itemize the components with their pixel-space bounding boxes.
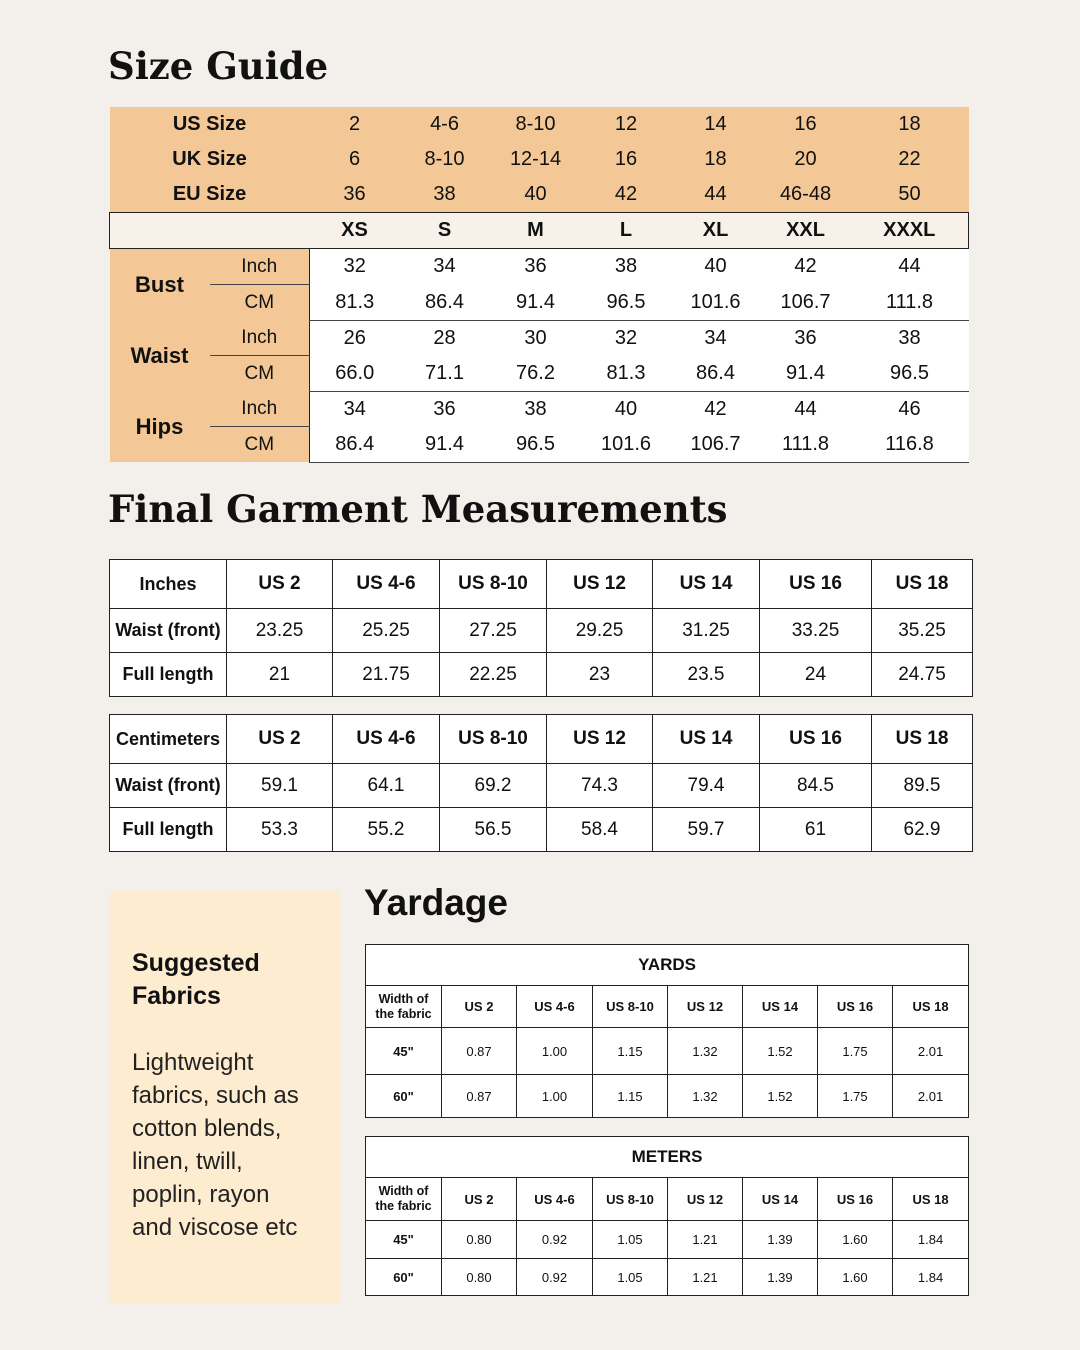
measurement-value: 23.25 — [227, 609, 333, 653]
size-header: US 2 — [442, 986, 517, 1028]
measurement-value: 21 — [227, 653, 333, 697]
row-label: Full length — [110, 808, 227, 852]
measurement-value: 42 — [761, 249, 851, 285]
width-label-line2: the fabric — [375, 1006, 432, 1021]
measurement-value: 96.5 — [582, 285, 671, 321]
measurement-value: 34 — [671, 320, 761, 356]
garment-header-row — [110, 560, 973, 609]
size-cell: 20 — [761, 142, 851, 177]
unit-label: Inch — [210, 391, 310, 427]
measurement-value: 86.4 — [671, 356, 761, 392]
size-cell: 38 — [400, 177, 490, 213]
yardage-value: 1.21 — [668, 1259, 743, 1296]
size-header: US 4-6 — [517, 986, 593, 1028]
size-header: US 8-10 — [440, 560, 547, 609]
row-label: Waist (front) — [110, 764, 227, 808]
size-cell: 14 — [671, 107, 761, 142]
size-header: US 12 — [668, 1178, 743, 1221]
size-header: US 16 — [818, 986, 893, 1028]
size-header: US 12 — [547, 715, 653, 764]
table-row — [366, 1259, 969, 1296]
measurement-value: 28 — [400, 320, 490, 356]
measurement-value: 89.5 — [872, 764, 973, 808]
bust-inch-row — [110, 249, 969, 285]
measurement-value: 46 — [851, 391, 969, 427]
measurement-value: 53.3 — [227, 808, 333, 852]
measurement-value: 30 — [490, 320, 582, 356]
yardage-title: Yardage — [364, 882, 508, 923]
measurement-value: 101.6 — [582, 427, 671, 463]
measurement-value: 55.2 — [333, 808, 440, 852]
yardage-value: 0.80 — [442, 1221, 517, 1259]
measurement-value: 34 — [310, 391, 400, 427]
letter-size-cell: XL — [671, 213, 761, 249]
fabrics-text-line: linen, twill, — [132, 1148, 243, 1175]
size-header: US 2 — [227, 715, 333, 764]
size-guide-table — [109, 107, 969, 463]
size-system-label: EU Size — [110, 177, 310, 213]
measurement-value: 69.2 — [440, 764, 547, 808]
measurement-value: 91.4 — [400, 427, 490, 463]
measurement-value: 35.25 — [872, 609, 973, 653]
size-cell: 36 — [310, 177, 400, 213]
fabrics-text-line: fabrics, such as — [132, 1082, 299, 1109]
unit-title: YARDS — [366, 945, 969, 986]
size-cell: 2 — [310, 107, 400, 142]
size-header: US 8-10 — [593, 986, 668, 1028]
size-header: US 8-10 — [593, 1178, 668, 1221]
measurement-value: 24 — [760, 653, 872, 697]
fabrics-text-line: cotton blends, — [132, 1115, 282, 1142]
yardage-value: 2.01 — [893, 1028, 969, 1075]
yardage-value: 1.32 — [668, 1075, 743, 1118]
unit-label: CM — [210, 427, 310, 463]
yardage-value: 2.01 — [893, 1075, 969, 1118]
size-cell: 18 — [851, 107, 969, 142]
measurement-value: 42 — [671, 391, 761, 427]
measurement-value: 81.3 — [582, 356, 671, 392]
table-row — [110, 653, 973, 697]
measurement-value: 36 — [761, 320, 851, 356]
width-label — [366, 986, 442, 1028]
measurement-value: 58.4 — [547, 808, 653, 852]
measurement-value: 44 — [851, 249, 969, 285]
size-header: US 14 — [653, 715, 760, 764]
measurement-value: 24.75 — [872, 653, 973, 697]
yardage-value: 1.15 — [593, 1075, 668, 1118]
hips-cm-row — [110, 427, 969, 463]
size-header: US 2 — [442, 1178, 517, 1221]
measurement-value: 111.8 — [851, 285, 969, 321]
measurement-value: 116.8 — [851, 427, 969, 463]
measurement-value: 91.4 — [490, 285, 582, 321]
waist-cm-row — [110, 356, 969, 392]
unit-label: Inch — [210, 249, 310, 285]
garment-cm-table — [109, 714, 973, 852]
yardage-value: 1.75 — [818, 1028, 893, 1075]
yardage-value: 1.00 — [517, 1028, 593, 1075]
yardage-meters-table — [365, 1136, 969, 1296]
width-label — [366, 1178, 442, 1221]
hips-inch-row — [110, 391, 969, 427]
yardage-value: 1.05 — [593, 1221, 668, 1259]
size-cell: 4-6 — [400, 107, 490, 142]
measurement-value: 71.1 — [400, 356, 490, 392]
size-header-row — [110, 107, 969, 142]
table-row — [110, 808, 973, 852]
yardage-value: 1.75 — [818, 1075, 893, 1118]
measurement-value: 66.0 — [310, 356, 400, 392]
width-label-line1: Width of — [378, 1184, 429, 1198]
measurement-value: 74.3 — [547, 764, 653, 808]
table-row — [366, 1028, 969, 1075]
size-header: US 4-6 — [333, 560, 440, 609]
measurement-value: 106.7 — [671, 427, 761, 463]
yardage-value: 1.05 — [593, 1259, 668, 1296]
yardage-value: 1.84 — [893, 1221, 969, 1259]
fabrics-text-line: and viscose etc — [132, 1214, 298, 1241]
size-header: US 16 — [818, 1178, 893, 1221]
size-cell: 18 — [671, 142, 761, 177]
size-header: US 12 — [668, 986, 743, 1028]
measurement-value: 96.5 — [851, 356, 969, 392]
measurement-value: 32 — [310, 249, 400, 285]
measurement-value: 106.7 — [761, 285, 851, 321]
measurement-name: Bust — [110, 249, 210, 321]
measurement-value: 61 — [760, 808, 872, 852]
row-label: Waist (front) — [110, 609, 227, 653]
measurement-value: 26 — [310, 320, 400, 356]
size-header: US 18 — [893, 1178, 969, 1221]
size-header: US 4-6 — [517, 1178, 593, 1221]
unit-label: CM — [210, 285, 310, 321]
yardage-value: 1.60 — [818, 1221, 893, 1259]
measurement-value: 62.9 — [872, 808, 973, 852]
size-header: US 14 — [653, 560, 760, 609]
size-cell: 16 — [582, 142, 671, 177]
size-header: US 18 — [893, 986, 969, 1028]
measurement-value: 31.25 — [653, 609, 760, 653]
letter-size-row — [110, 213, 969, 249]
measurement-value: 34 — [400, 249, 490, 285]
width-label-line1: Width of — [378, 991, 429, 1006]
measurement-value: 36 — [490, 249, 582, 285]
yardage-value: 1.32 — [668, 1028, 743, 1075]
size-cell: 42 — [582, 177, 671, 213]
yardage-value: 0.92 — [517, 1259, 593, 1296]
measurement-value: 91.4 — [761, 356, 851, 392]
fabric-width: 60" — [366, 1075, 442, 1118]
yardage-value: 1.21 — [668, 1221, 743, 1259]
measurement-name: Waist — [110, 320, 210, 391]
garment-header-row — [110, 715, 973, 764]
unit-label: Inches — [110, 560, 227, 609]
measurement-value: 86.4 — [400, 285, 490, 321]
size-header: US 18 — [872, 560, 973, 609]
yardage-header-row — [366, 1178, 969, 1221]
yardage-value: 0.87 — [442, 1075, 517, 1118]
size-header: US 18 — [872, 715, 973, 764]
size-header: US 2 — [227, 560, 333, 609]
size-cell: 16 — [761, 107, 851, 142]
size-header: US 14 — [743, 986, 818, 1028]
size-cell: 44 — [671, 177, 761, 213]
yardage-yards-table — [365, 944, 969, 1118]
measurement-value: 64.1 — [333, 764, 440, 808]
unit-label: CM — [210, 356, 310, 392]
fabrics-description — [132, 1046, 332, 1244]
size-system-label: US Size — [110, 107, 310, 142]
measurement-value: 23.5 — [653, 653, 760, 697]
measurement-value: 111.8 — [761, 427, 851, 463]
fabrics-title-line2: Fabrics — [132, 982, 221, 1010]
size-header: US 16 — [760, 560, 872, 609]
yardage-value: 1.52 — [743, 1028, 818, 1075]
measurement-value: 33.25 — [760, 609, 872, 653]
letter-size-cell: XXL — [761, 213, 851, 249]
yardage-value: 1.15 — [593, 1028, 668, 1075]
measurement-value: 40 — [671, 249, 761, 285]
width-label-line2: the fabric — [375, 1199, 432, 1213]
size-cell: 12 — [582, 107, 671, 142]
fabric-width: 45" — [366, 1028, 442, 1075]
size-cell: 22 — [851, 142, 969, 177]
unit-title: METERS — [366, 1137, 969, 1178]
yardage-value: 1.00 — [517, 1075, 593, 1118]
measurement-value: 44 — [761, 391, 851, 427]
measurement-value: 84.5 — [760, 764, 872, 808]
yardage-value: 0.87 — [442, 1028, 517, 1075]
measurement-value: 96.5 — [490, 427, 582, 463]
measurement-value: 59.7 — [653, 808, 760, 852]
size-header: US 12 — [547, 560, 653, 609]
measurement-value: 59.1 — [227, 764, 333, 808]
fabric-width: 45" — [366, 1221, 442, 1259]
yardage-unit-row — [366, 945, 969, 986]
yardage-unit-row — [366, 1137, 969, 1178]
yardage-value: 1.39 — [743, 1259, 818, 1296]
letter-size-cell: XXXL — [851, 213, 969, 249]
size-cell: 40 — [490, 177, 582, 213]
garment-inches-table — [109, 559, 973, 697]
table-row — [110, 609, 973, 653]
measurement-value: 36 — [400, 391, 490, 427]
measurement-name: Hips — [110, 391, 210, 462]
measurement-value: 29.25 — [547, 609, 653, 653]
unit-label: Centimeters — [110, 715, 227, 764]
size-header-row — [110, 177, 969, 213]
fabric-width: 60" — [366, 1259, 442, 1296]
measurement-value: 23 — [547, 653, 653, 697]
measurement-value: 101.6 — [671, 285, 761, 321]
size-cell: 50 — [851, 177, 969, 213]
measurement-value: 27.25 — [440, 609, 547, 653]
size-header-row — [110, 142, 969, 177]
size-header: US 4-6 — [333, 715, 440, 764]
garment-title: Final Garment Measurements — [108, 487, 728, 531]
size-cell: 8-10 — [490, 107, 582, 142]
fabrics-title — [132, 947, 332, 1013]
yardage-value: 1.52 — [743, 1075, 818, 1118]
fabrics-text-line: Lightweight — [132, 1049, 254, 1076]
letter-size-cell: M — [490, 213, 582, 249]
bust-cm-row — [110, 285, 969, 321]
table-row — [366, 1221, 969, 1259]
measurement-value: 38 — [582, 249, 671, 285]
measurement-value: 86.4 — [310, 427, 400, 463]
yardage-value: 1.39 — [743, 1221, 818, 1259]
yardage-value: 0.92 — [517, 1221, 593, 1259]
measurement-value: 32 — [582, 320, 671, 356]
size-cell: 12-14 — [490, 142, 582, 177]
measurement-value: 81.3 — [310, 285, 400, 321]
measurement-value: 21.75 — [333, 653, 440, 697]
measurement-value: 22.25 — [440, 653, 547, 697]
letter-size-cell: S — [400, 213, 490, 249]
fabrics-text-line: poplin, rayon — [132, 1181, 270, 1208]
yardage-value: 1.84 — [893, 1259, 969, 1296]
size-cell: 8-10 — [400, 142, 490, 177]
measurement-value: 76.2 — [490, 356, 582, 392]
measurement-value: 40 — [582, 391, 671, 427]
measurement-value: 56.5 — [440, 808, 547, 852]
unit-label: Inch — [210, 320, 310, 356]
size-cell: 46-48 — [761, 177, 851, 213]
size-system-label: UK Size — [110, 142, 310, 177]
size-header: US 14 — [743, 1178, 818, 1221]
yardage-header-row — [366, 986, 969, 1028]
fabrics-title-line1: Suggested — [132, 949, 260, 977]
yardage-value: 0.80 — [442, 1259, 517, 1296]
measurement-value: 38 — [851, 320, 969, 356]
size-guide-title: Size Guide — [108, 44, 329, 88]
row-label: Full length — [110, 653, 227, 697]
size-cell: 6 — [310, 142, 400, 177]
table-row — [366, 1075, 969, 1118]
size-header: US 8-10 — [440, 715, 547, 764]
measurement-value: 38 — [490, 391, 582, 427]
size-header: US 16 — [760, 715, 872, 764]
yardage-value: 1.60 — [818, 1259, 893, 1296]
waist-inch-row — [110, 320, 969, 356]
letter-size-cell: XS — [310, 213, 400, 249]
measurement-value: 25.25 — [333, 609, 440, 653]
measurement-value: 79.4 — [653, 764, 760, 808]
letter-size-blank — [110, 213, 310, 249]
letter-size-cell: L — [582, 213, 671, 249]
table-row — [110, 764, 973, 808]
